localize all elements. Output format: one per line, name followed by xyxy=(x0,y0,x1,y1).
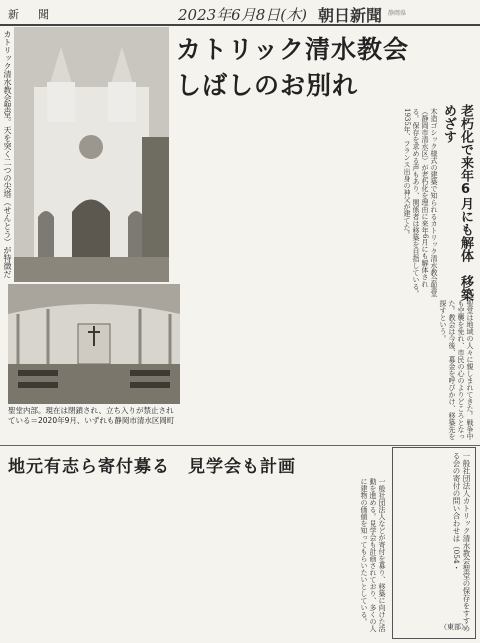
photo-caption-exterior: カトリック清水教会聖堂。天を突く二つの尖塔（せんとう）が特徴だ xyxy=(3,30,12,278)
second-headline: 地元有志ら寄付募る 見学会も計画 xyxy=(8,457,296,477)
subheadline: 老朽化で来年6月にも解体 移築めざす xyxy=(441,104,473,301)
main-headline xyxy=(176,32,474,104)
article-body-lower: 一般社団法人などが寄付を募り、移築に向けた活動を進める。見学会も計画されており、多くの人に建物の価値を知ってもらいたいとしている。 xyxy=(360,478,386,632)
article-body-middle: 聖堂は地域の人々に親しまれてきた。戦争中も空襲を免れ、市民の心のよりどころとなった。教会は今後、募金を呼びかけ、移築先を探すという。 xyxy=(439,300,474,440)
section-label: 新 聞 xyxy=(8,8,53,21)
handwritten-date: 2023年6月8日(木) xyxy=(178,6,307,24)
headline-line-1: カトリック清水教会 xyxy=(176,35,410,64)
header-rule xyxy=(0,24,480,26)
contact-info-text: 一般社団法人カトリック清水教会聖堂の保存をすすめる会の寄付の問い合わせは（054・ xyxy=(452,452,471,632)
contact-info-box xyxy=(392,447,476,639)
handwritten-paper-name: 朝日新聞 xyxy=(318,6,383,25)
print-stamp: 静岡県 xyxy=(388,10,407,17)
church-exterior-photo xyxy=(14,27,169,282)
reporter-credit: （東部） xyxy=(440,623,468,631)
church-interior-photo xyxy=(8,284,180,404)
section-divider xyxy=(0,445,480,446)
article-body-upper: 木造ゴシック様式の建築で知られるカトリック清水教会聖堂（静岡市清水区）が老朽化を理由に来年6月にも解体される。保存を求める声もあり、関係者は移築を目指している。1935年、フランス出身の神父が建てた。 xyxy=(403,108,438,297)
headline-line-2: しばしのお別れ xyxy=(176,71,359,100)
photo-caption-interior: 聖堂内部。現在は閉鎖され、立ち入りが禁止されている＝2020年9月、いずれも静岡市清水区岡町 xyxy=(8,406,175,425)
